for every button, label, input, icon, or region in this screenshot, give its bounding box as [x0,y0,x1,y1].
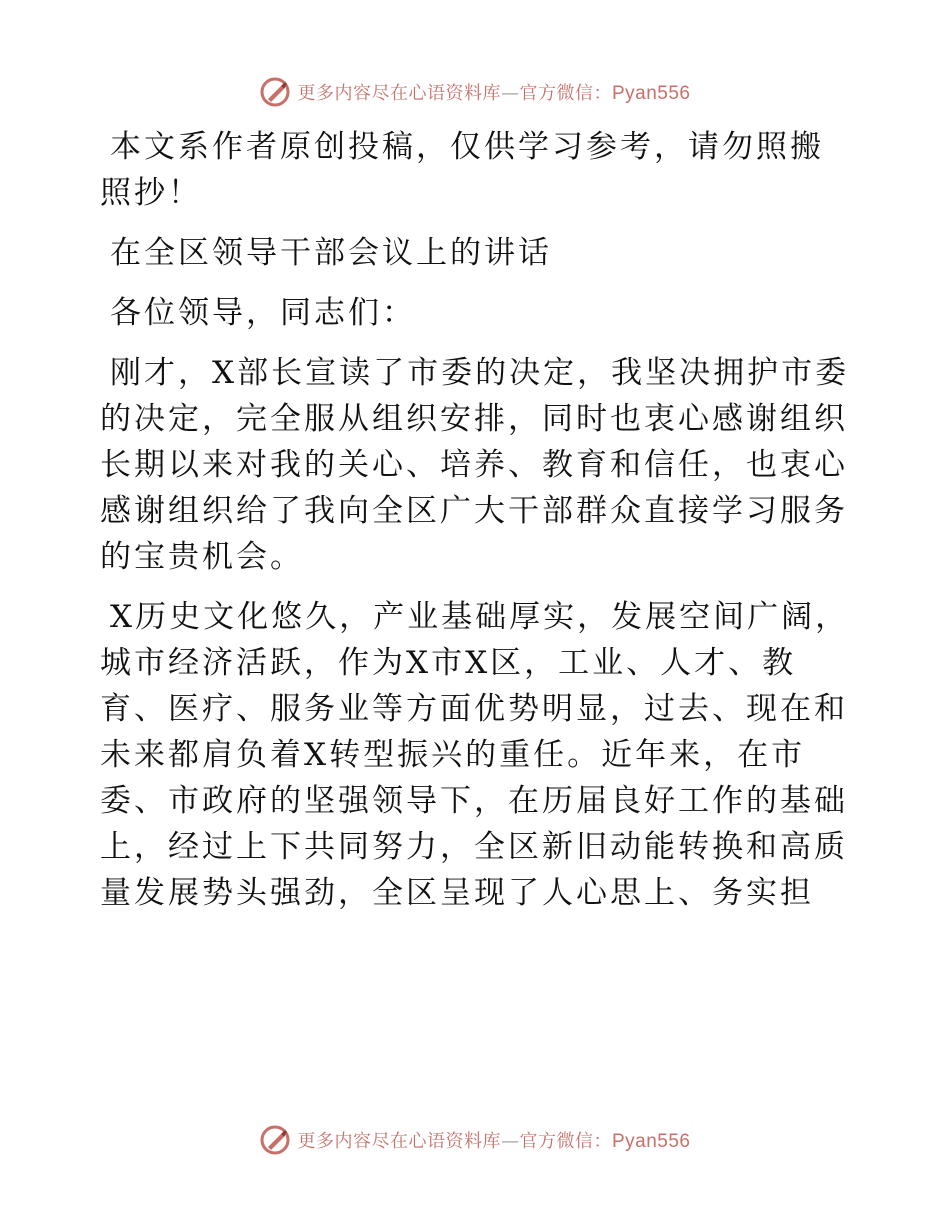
document-body [100,124,860,930]
text-line: 长期以来对我的关心、培养、教育和信任，也衷心 [100,447,848,483]
footer-watermark-banner [0,1118,950,1162]
text-line: 感谢组织给了我向全区广大干部群众直接学习服务 [100,493,848,529]
banner-text [297,1127,690,1153]
text-line: 委、市政府的坚强领导下，在历届良好工作的基础 [100,783,848,819]
banner-brand: 更多内容尽在心语资料库 [297,83,501,104]
text-line: 的宝贵机会。 [100,539,304,575]
text-line: 育、医疗、服务业等方面优势明显，过去、现在和 [100,691,848,727]
text-line: 城市经济活跃，作为X市X区，工业、人才、教 [100,645,797,681]
text-line: 本文系作者原创投稿，仅供学习参考，请勿照搬 [110,129,824,165]
text-line: 各位领导，同志们： [110,295,416,331]
banner-brand: 更多内容尽在心语资料库 [297,1131,501,1152]
text-line: 未来都肩负着X转型振兴的重任。近年来，在市 [100,737,806,773]
banner-separator: — [500,1131,520,1152]
banner-separator: — [500,83,520,104]
salutation [100,290,860,336]
notice-paragraph [100,124,860,216]
document-title [100,230,860,276]
text-line: 上，经过上下共同努力，全区新旧动能转换和高质 [100,829,848,865]
banner-wechat-id: Pyan556 [611,83,691,104]
header-watermark-banner [0,70,950,114]
banner-wechat-label: 官方微信： [519,83,612,104]
pen-nib-logo-icon [259,1124,291,1156]
body-paragraph-2 [100,594,860,916]
text-line: 刚才，X部长宣读了市委的决定，我坚决拥护市委 [110,355,850,391]
text-line: 在全区领导干部会议上的讲话 [110,235,552,271]
text-line: 量发展势头强劲，全区呈现了人心思上、务实担 [100,875,814,911]
pen-nib-logo-icon [259,76,291,108]
text-line: 的决定，完全服从组织安排，同时也衷心感谢组织 [100,401,848,437]
body-paragraph-1 [100,350,860,580]
banner-wechat-id: Pyan556 [611,1131,691,1152]
banner-text [297,79,690,105]
banner-wechat-label: 官方微信： [519,1131,612,1152]
text-line: X历史文化悠久，产业基础厚实，发展空间广阔， [110,599,850,635]
text-line: 照抄！ [100,175,202,211]
